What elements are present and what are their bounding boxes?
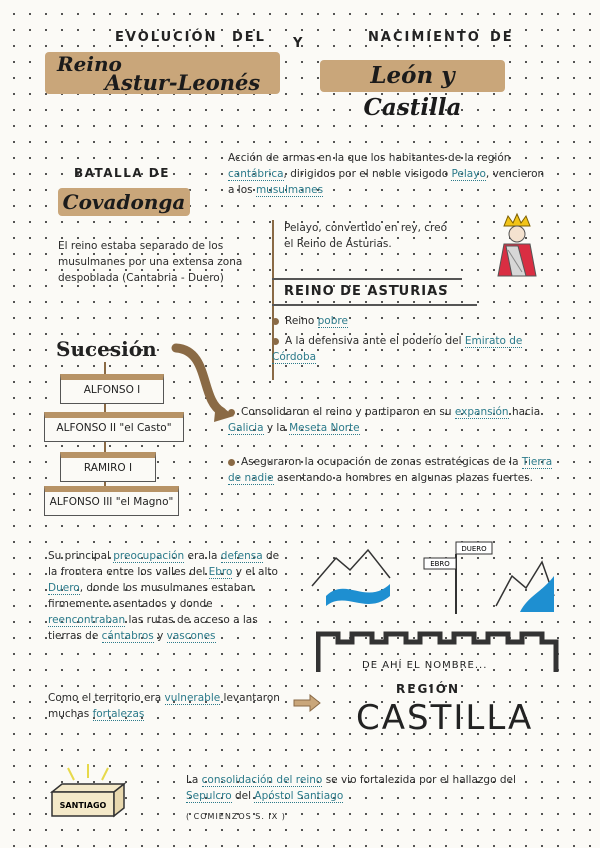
banner-reino-astur-leones — [45, 52, 280, 94]
frontera-hl3: Ebro — [208, 566, 233, 578]
asturias-bottom-rule — [272, 304, 477, 306]
sucesion-p1-hl1: expansión — [454, 406, 509, 418]
asturias-b2-hl: Emirato de Córdoba — [272, 335, 523, 363]
batalla-small-title: BATALLA DE — [74, 166, 170, 180]
asturias-b1-hl: pobre — [317, 315, 348, 327]
banner-left-line1: Reino — [57, 52, 122, 76]
asturias-b2-text: A la defensiva ante el poderío del — [285, 335, 462, 347]
banner-leon-castilla: León y Castilla — [320, 60, 505, 92]
bullet-icon — [272, 338, 279, 345]
king-box-2: ALFONSO II "el Casto" — [44, 412, 184, 442]
castilla-reason — [48, 690, 280, 722]
asturias-title: REINO DE ASTURIAS — [284, 284, 449, 299]
castilla-t2: levantaron muchas — [48, 692, 280, 720]
pelayo-note: Pelayo, convertido en rey, creó el Reino de Asturias. — [284, 222, 448, 250]
santiago-t3: del — [235, 790, 252, 802]
frontera-hl7: vascones — [166, 630, 216, 642]
frontera-t4: y el alto — [235, 566, 278, 578]
sucesion-p1-mid2: y la — [266, 422, 286, 434]
santiago-t2: se vio fortalezida por el hallazgo del — [325, 774, 516, 786]
bullet-icon — [228, 409, 235, 416]
sucesion-point-1 — [228, 404, 558, 436]
santiago-t1: La — [186, 774, 199, 786]
king-box-1: ALFONSO I — [60, 374, 164, 404]
santiago-paragraph — [186, 772, 546, 804]
castilla-t1: Como el territorio era — [48, 692, 162, 704]
king-box-4: ALFONSO III "el Magno" — [44, 486, 179, 516]
sucesion-p1-mid: hacia — [511, 406, 541, 418]
frontera-hl4: Duero — [48, 582, 80, 594]
covadonga-summary — [228, 150, 546, 198]
bullet-icon — [228, 459, 235, 466]
santiago-hl1: consolidación del reino — [201, 774, 323, 786]
sucesion-point-2 — [228, 454, 558, 486]
sucesion-title: Sucesión — [56, 337, 157, 361]
frontera-t1: Su principal — [48, 550, 110, 562]
header-word-evolucion: EVOLUCIÓN — [115, 30, 218, 45]
frontera-t5: , donde los musulmanes estaban firmemente asentados y donde — [48, 582, 254, 610]
separation-note: El reino estaba separado de los musulmanes por una extensa zona despoblada (Cantabria - Duero) — [58, 240, 243, 284]
header-word-nacimiento: NACIMIENTO — [368, 30, 481, 45]
frontera-paragraph — [48, 548, 284, 644]
frontera-hl2: defensa — [220, 550, 263, 562]
frontera-hl5: reencontraban — [48, 614, 126, 626]
sign-ebro: EBRO — [430, 560, 450, 568]
asturias-bullet-2 — [272, 333, 557, 365]
frontera-t6: las rutas de acceso a las tierras de — [48, 614, 258, 642]
frontera-t2: era la — [187, 550, 218, 562]
castilla-caption: DE AHÍ EL NOMBRE... — [362, 660, 488, 671]
arrow-right-icon — [292, 694, 322, 712]
asturias-b1-text: Reino — [285, 315, 315, 327]
summary-hl-musulmanes: musulmanes — [255, 184, 324, 196]
sucesion-p2-post: asentando a hombres en algunas plazas fuertes. — [276, 472, 534, 484]
castilla-name: CASTILLA — [356, 698, 534, 738]
sign-duero: DUERO — [461, 545, 487, 553]
summary-hl-cantabrica: cantábrica — [228, 168, 284, 180]
sucesion-p1-text: Consolidaron el reino y partiparon en su — [241, 406, 452, 418]
santiago-hl2: Sepulcro — [186, 790, 232, 802]
sucesion-p2-hl: Tierra de nadie — [228, 456, 553, 484]
asturias-top-rule — [272, 278, 462, 280]
castilla-region: REGIÓN — [396, 682, 460, 696]
summary-text-3: , vencieron a los — [228, 168, 545, 196]
frontera-t3: de la frontera entre los valles del — [48, 550, 280, 578]
frontera-hl6: cántabros — [101, 630, 154, 642]
header-word-y: Y — [293, 36, 305, 51]
summary-text-1: Acción de armas en la que los habitantes de la región — [228, 152, 511, 164]
santiago-date-note: ( COMIENZOS S. IX ) — [186, 812, 286, 821]
chest-label: SANTIAGO — [59, 801, 107, 810]
santiago-hl3: Apóstol Santiago — [254, 790, 344, 802]
covadonga-banner: Covadonga — [58, 188, 190, 216]
sucesion-p1-hl3: Meseta Norte — [289, 422, 360, 434]
summary-hl-pelayo: Pelayo — [451, 168, 486, 180]
treasure-chest-icon — [44, 762, 134, 820]
frontera-t7: y — [157, 630, 164, 642]
frontera-hl1: preocupación — [113, 550, 185, 562]
asturias-bullet-1 — [272, 313, 552, 329]
castilla-hl1: vulnerable — [164, 692, 221, 704]
bullet-icon — [272, 318, 279, 325]
header-word-de: DE — [490, 30, 514, 45]
sucesion-p2-text: Aseguraron la ocupación de zonas estratégicas de la — [241, 456, 519, 468]
castilla-hl2: fortalezas — [92, 708, 145, 720]
sucesion-p1-hl2: Galicia — [228, 422, 264, 434]
king-box-3: RAMIRO I — [60, 452, 156, 482]
banner-left-line2: Astur-Leonés — [104, 70, 261, 95]
king-pelayo-icon — [492, 212, 542, 280]
header-word-del: DEL — [232, 30, 266, 45]
river-valley-illustration — [306, 536, 556, 616]
summary-text-2: , dirigidos por el noble visigodo — [283, 168, 449, 180]
